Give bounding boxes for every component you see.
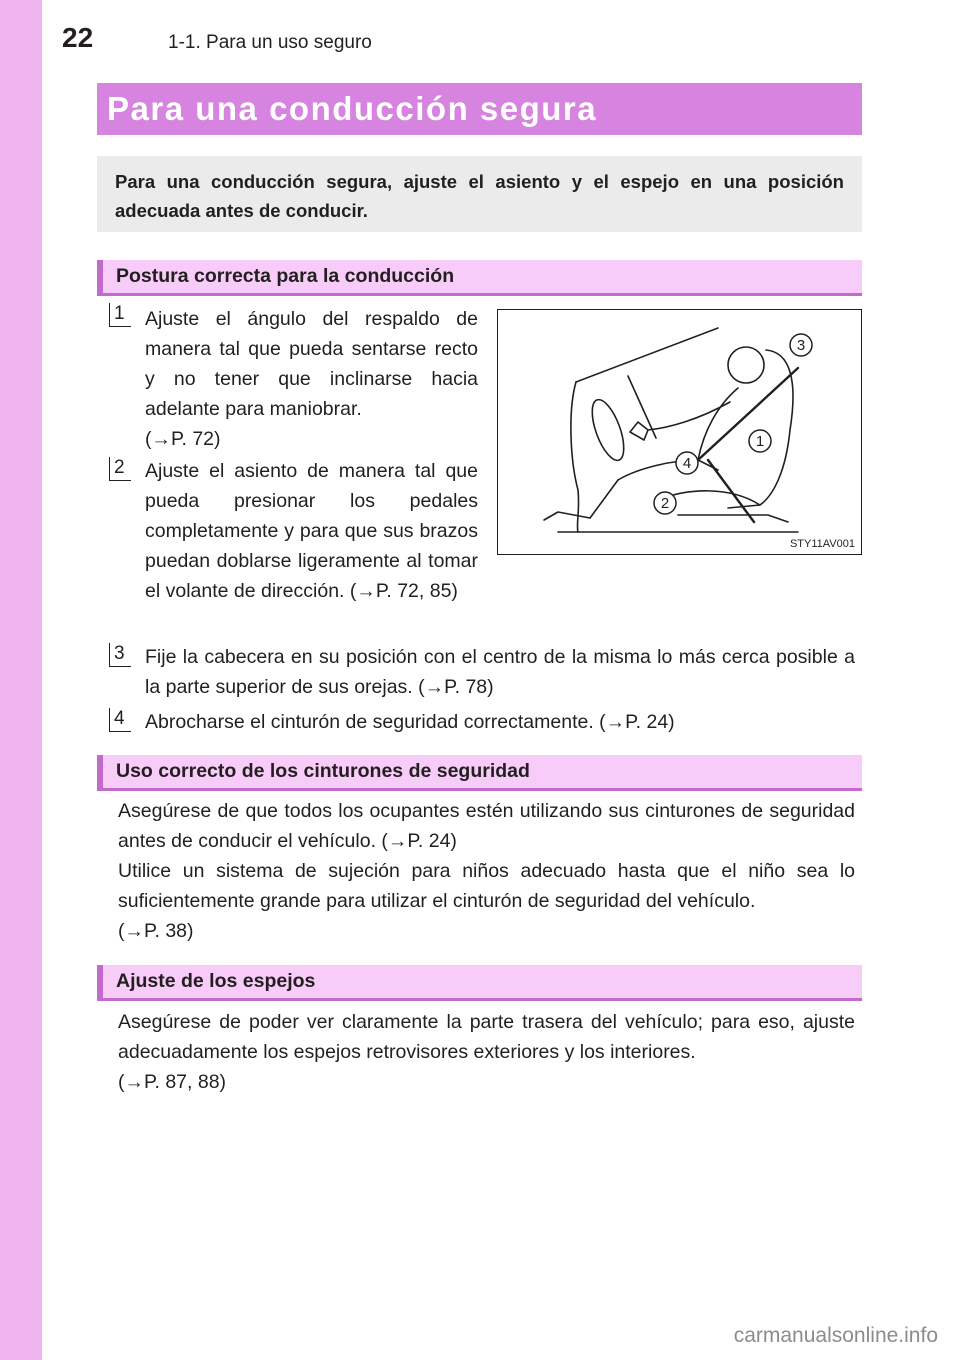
- driver-foot: [544, 512, 590, 520]
- section-header-posture: Postura correcta para la conducción: [97, 260, 862, 296]
- section-header-seatbelts: Uso correcto de los cinturones de seguridad: [97, 755, 862, 791]
- callout-3: 3: [796, 337, 806, 354]
- seatbelts-paragraph-2: Utilice un sistema de sujeción para niños adecuado hasta que el niño sea lo suficientemente grande para utilizar el cinturón de seguridad del vehículo.: [118, 860, 855, 912]
- posture-item-4: Abrocharse el cinturón de seguridad correctamente. (→P. 24): [145, 711, 675, 733]
- callout-2: 2: [660, 495, 670, 512]
- item-number-1: 1: [109, 303, 131, 327]
- mirrors-paragraph: [118, 1007, 855, 1097]
- seat-base: [678, 515, 788, 522]
- callout-1: 1: [755, 433, 765, 450]
- figure-code: STY11AV001: [789, 538, 855, 550]
- driver-head: [728, 347, 764, 383]
- driver-hand: [630, 422, 648, 440]
- seatbelts-paragraph-2-ref[interactable]: (→P. 38): [118, 920, 194, 942]
- steering-wheel: [586, 396, 630, 464]
- mirrors-paragraph-text: Asegúrese de poder ver claramente la parte trasera del vehículo; para eso, ajuste adecuadamente los espejos retrovisores exteriores y los interiores.: [118, 1011, 855, 1063]
- running-header: 1-1. Para un uso seguro: [168, 32, 372, 53]
- item-number-3: 3: [109, 643, 131, 667]
- section-header-mirrors: Ajuste de los espejos: [97, 965, 862, 1001]
- posture-item-1-ref[interactable]: (→P. 72): [145, 428, 221, 450]
- driver-shin: [590, 480, 618, 518]
- windshield-line: [576, 328, 718, 382]
- page-title: Para una conducción segura: [97, 83, 862, 135]
- posture-item-3: Fije la cabecera en su posición con el centro de la misma lo más cerca posible a la parte superior de sus orejas. (→P. 78): [145, 646, 855, 698]
- item-number-4: 4: [109, 708, 131, 732]
- driver-arm: [648, 402, 730, 430]
- dashboard-outline: [571, 382, 579, 532]
- watermark: carmanualsonline.info: [733, 1324, 938, 1347]
- seatbelts-paragraph-1: Asegúrese de que todos los ocupantes estén utilizando sus cinturones de seguridad antes de conducir el vehículo. (→P. 24): [118, 800, 855, 852]
- seatbelts-paragraph: [118, 796, 855, 946]
- callout-4: 4: [682, 455, 692, 472]
- driver-seat-illustration: [498, 310, 860, 553]
- page-number: 22: [62, 22, 94, 53]
- side-color-strip: [0, 0, 42, 1360]
- posture-item-2: Ajuste el asiento de manera tal que pueda presionar los pedales completamente y para que sus brazos puedan doblarse ligeramente al tomar el volante de dirección. (→P. 72, 85): [145, 460, 478, 602]
- mirrors-paragraph-ref[interactable]: (→P. 87, 88): [118, 1071, 227, 1093]
- seat-back: [728, 350, 793, 508]
- item-number-2: 2: [109, 457, 131, 481]
- intro-box: Para una conducción segura, ajuste el asiento y el espejo en una posición adecuada antes de conducir.: [97, 156, 862, 232]
- driving-posture-figure: [497, 309, 862, 555]
- posture-item-1: [145, 304, 478, 454]
- posture-item-1-text: Ajuste el ángulo del respaldo de manera tal que pueda sentarse recto y no tener que inclinarse hacia adelante para maniobrar.: [145, 308, 478, 420]
